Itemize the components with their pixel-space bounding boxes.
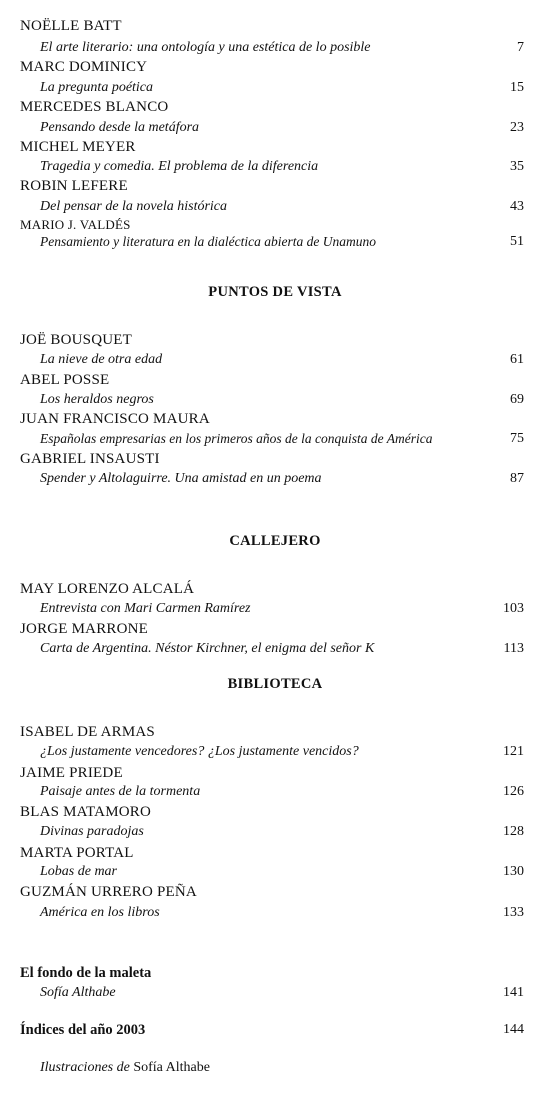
toc-page: 61: [510, 352, 524, 367]
toc-page: 35: [510, 159, 524, 174]
toc-title: El arte literario: una ontología y una estética de lo posible: [40, 40, 371, 55]
toc-title: América en los libros: [40, 905, 160, 920]
fondo-heading: El fondo de la maleta: [20, 965, 152, 981]
toc-author: MAY LORENZO ALCALÁ: [20, 581, 195, 597]
toc-title: ¿Los justamente vencedores? ¿Los justamente vencidos?: [40, 744, 359, 759]
toc-page: 69: [510, 392, 524, 407]
toc-page: 121: [503, 744, 524, 759]
fondo-page: 141: [503, 985, 524, 1000]
toc-author: BLAS MATAMORO: [20, 804, 152, 820]
toc-title: Spender y Altolaguirre. Una amistad en un poema: [40, 471, 322, 486]
toc-page: 128: [503, 824, 524, 839]
toc-author: JUAN FRANCISCO MAURA: [20, 411, 210, 427]
toc-title: Carta de Argentina. Néstor Kirchner, el enigma del señor K: [40, 641, 375, 656]
toc-title: La nieve de otra edad: [40, 352, 163, 367]
toc-page: 126: [503, 784, 524, 799]
toc-author: MICHEL MEYER: [20, 139, 136, 155]
toc-title: Del pensar de la novela histórica: [40, 199, 228, 214]
toc-page: 133: [503, 905, 524, 920]
toc-page: 130: [503, 864, 524, 879]
section-heading-biblioteca: BIBLIOTECA: [227, 676, 323, 692]
toc-title: Lobas de mar: [40, 864, 118, 879]
toc-page: 75: [510, 431, 524, 446]
toc-title: Divinas paradojas: [40, 824, 144, 839]
toc-title: Los heraldos negros: [40, 392, 154, 407]
toc-page: 15: [510, 80, 524, 95]
toc-page: 7: [517, 40, 524, 55]
toc-author: ABEL POSSE: [20, 372, 110, 388]
toc-title: Pensamiento y literatura en la dialéctica abierta de Unamuno: [40, 234, 376, 249]
toc-page: 113: [503, 641, 524, 656]
indices-page: 144: [503, 1022, 524, 1037]
fondo-title: Sofía Althabe: [40, 985, 116, 1000]
toc-title: Españolas empresarias en los primeros años de la conquista de América: [40, 431, 433, 446]
section-heading-callejero: CALLEJERO: [229, 533, 321, 549]
toc-title: La pregunta poética: [40, 80, 154, 95]
toc-author: MARTA PORTAL: [20, 845, 134, 861]
toc-page: 51: [510, 234, 524, 249]
toc-title: Pensando desde la metáfora: [40, 120, 200, 135]
toc-author: ROBIN LEFERE: [20, 178, 128, 194]
toc-author: JORGE MARRONE: [20, 621, 149, 637]
toc-author: JAIME PRIEDE: [20, 765, 123, 781]
toc-title: Entrevista con Mari Carmen Ramírez: [40, 601, 251, 616]
toc-author: ISABEL DE ARMAS: [20, 724, 155, 740]
toc-author: GABRIEL INSAUSTI: [20, 451, 160, 467]
toc-author: JOË BOUSQUET: [20, 332, 132, 348]
section-heading-puntos-de-vista: PUNTOS DE VISTA: [208, 284, 342, 300]
credit-name: Sofía Althabe: [133, 1060, 210, 1075]
toc-author: GUZMÁN URRERO PEÑA: [20, 884, 197, 900]
credit-label: Ilustraciones de: [40, 1060, 130, 1075]
toc-page: 103: [503, 601, 524, 616]
toc-title: Paisaje antes de la tormenta: [40, 784, 201, 799]
toc-author: NOËLLE BATT: [20, 18, 122, 34]
toc-author: MARIO J. VALDÉS: [20, 217, 131, 232]
illustration-credit: [40, 1058, 210, 1078]
toc-author: MARC DOMINICY: [20, 59, 148, 75]
indices-heading: Índices del año 2003: [20, 1022, 146, 1038]
toc-page: 23: [510, 120, 524, 135]
toc-title: Tragedia y comedia. El problema de la diferencia: [40, 159, 319, 174]
toc-page: 87: [510, 471, 524, 486]
toc-author: MERCEDES BLANCO: [20, 99, 169, 115]
toc-page: 43: [510, 199, 524, 214]
